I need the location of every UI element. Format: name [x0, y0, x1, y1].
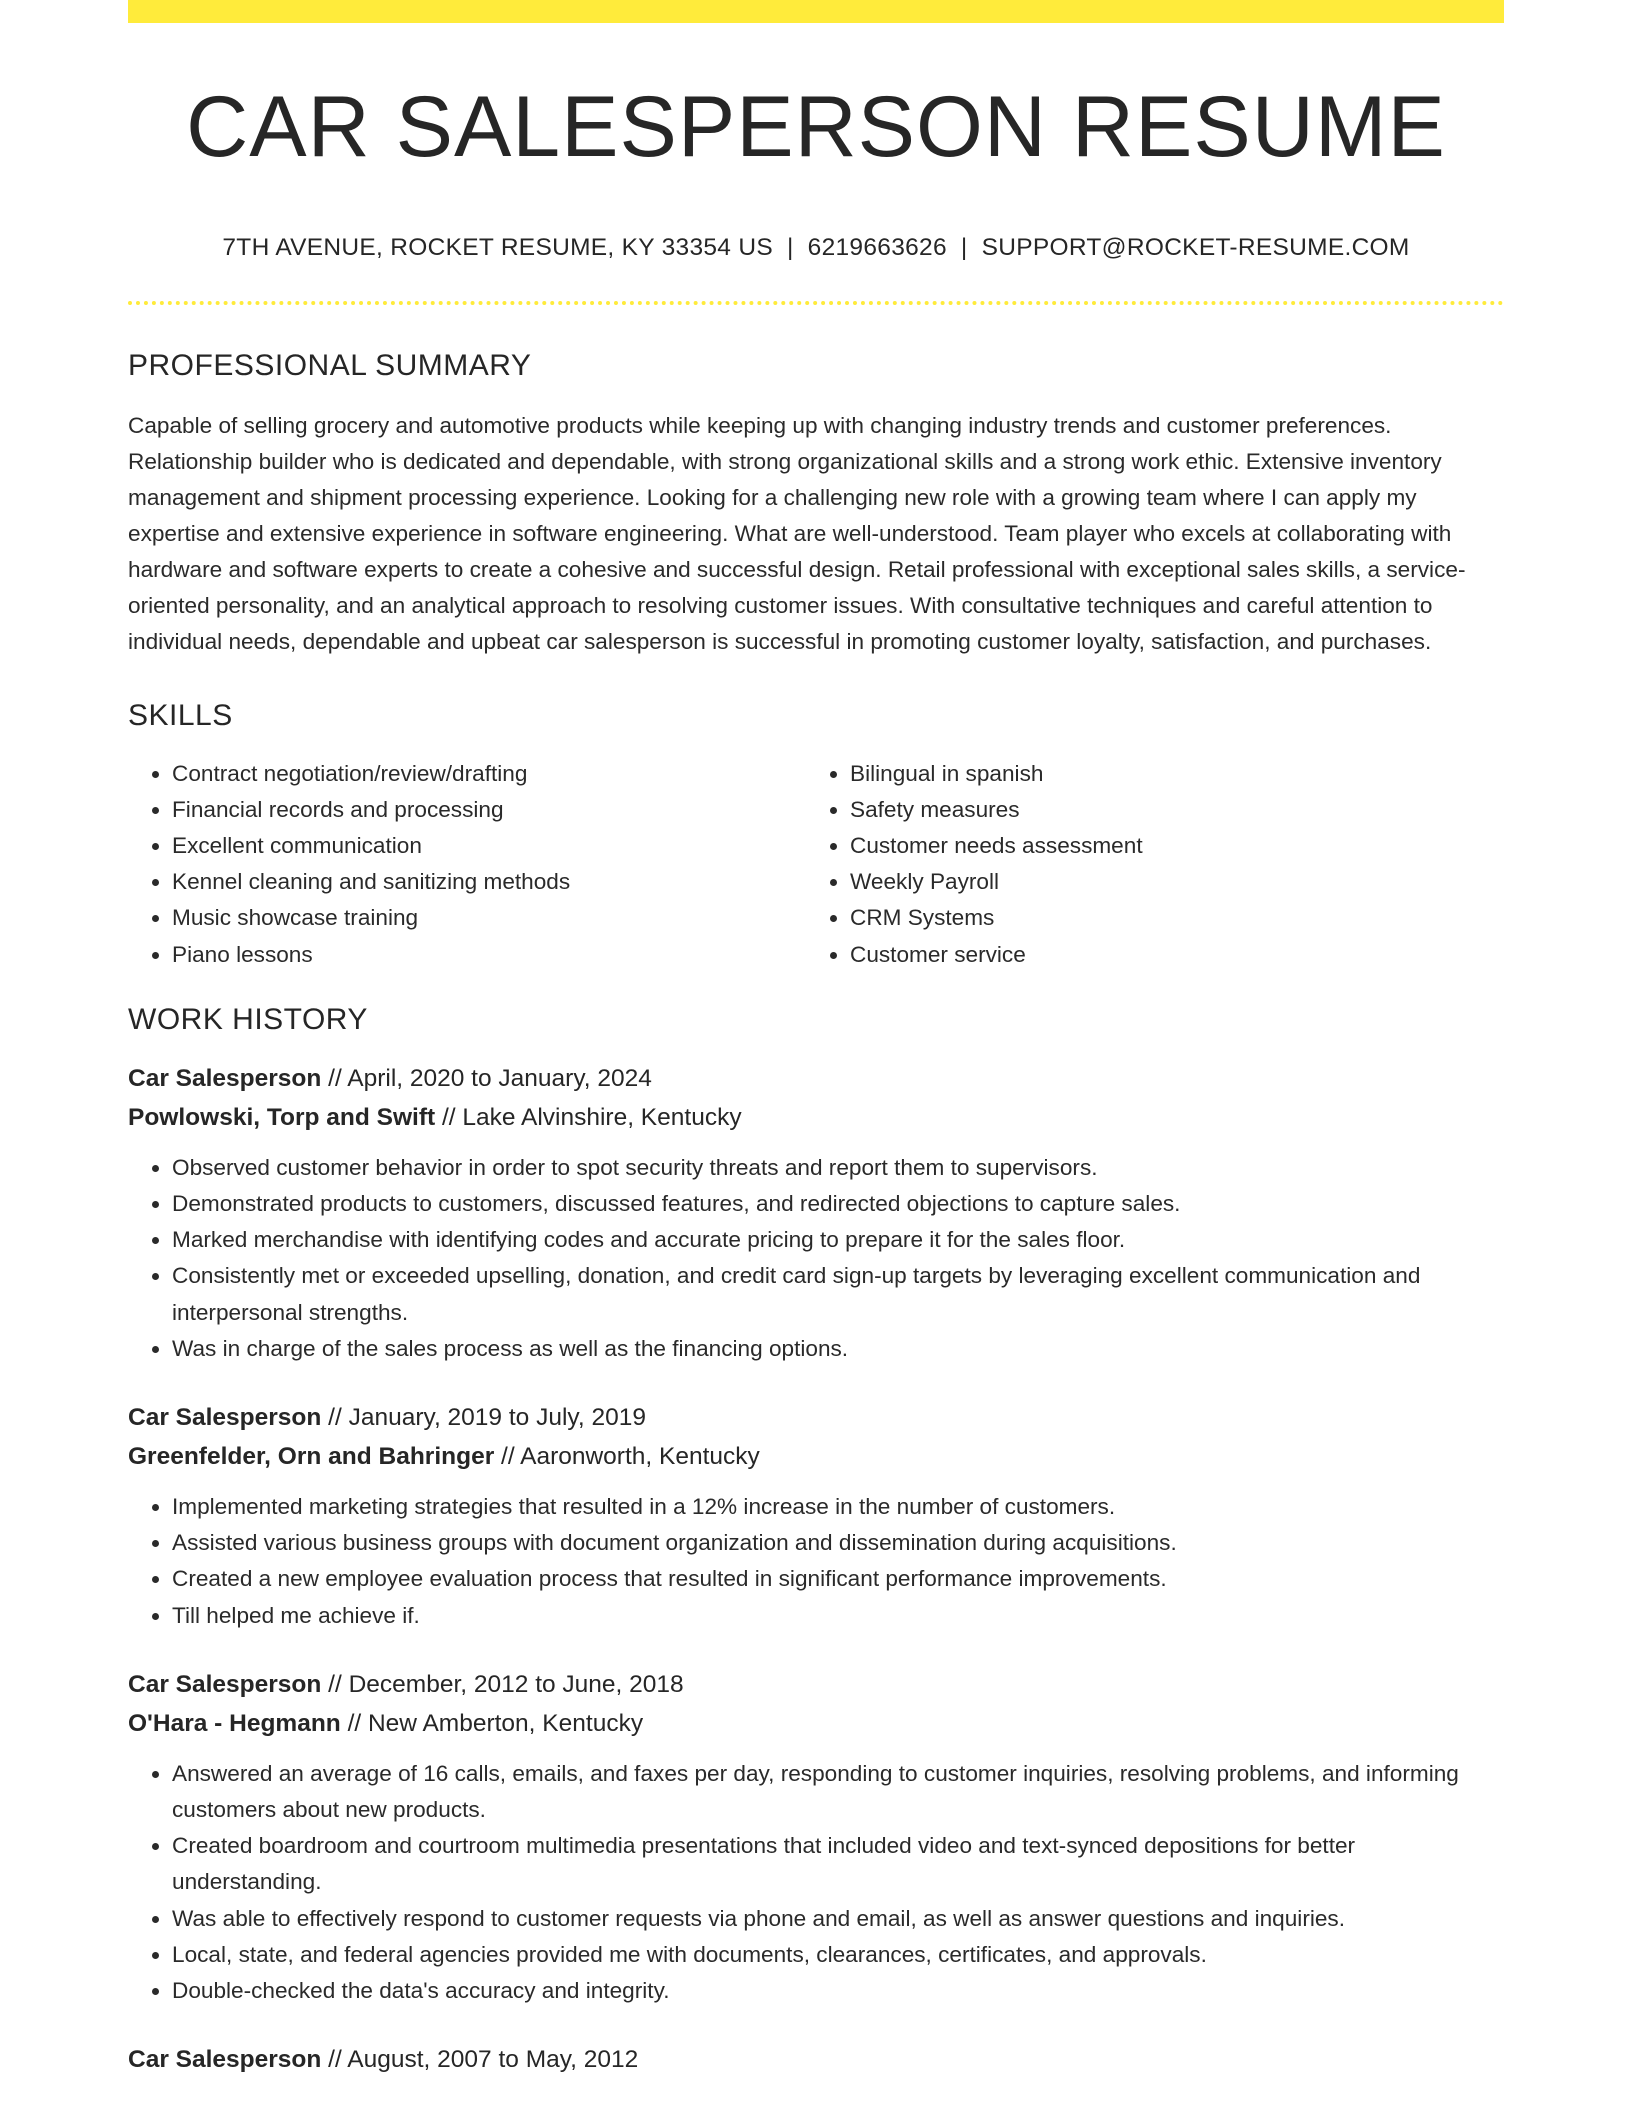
job-dates: // January, 2019 to July, 2019 [321, 1403, 646, 1431]
skill-item: • Excellent communication [172, 828, 806, 864]
job-bullet: • Consistently met or exceeded upselling, donation, and credit card sign-up targets by leveraging excellent communication and interpersonal strengths. [172, 1258, 1504, 1330]
job-bullet: • Created boardroom and courtroom multimedia presentations that included video and text-synced depositions for better understanding. [172, 1828, 1504, 1900]
job-bullet: • Local, state, and federal agencies provided me with documents, clearances, certificates, and approvals. [172, 1937, 1504, 1973]
job-dates: // August, 2007 to May, 2012 [321, 2046, 639, 2074]
job-location: // Lake Alvinshire, Kentucky [435, 1103, 742, 1131]
skills-column-left [128, 756, 806, 973]
job-title: Car Salesperson [128, 1670, 322, 1698]
skill-item: • Customer needs assessment [850, 828, 1490, 864]
job-bullet: • Was in charge of the sales process as well as the financing options. [172, 1331, 1504, 1367]
job-title-line [128, 1059, 1504, 1098]
job-entry [128, 2040, 1504, 2079]
skill-item: • CRM Systems [850, 900, 1490, 936]
address: 7TH AVENUE, ROCKET RESUME, KY 33354 US [222, 234, 773, 261]
job-location: // New Amberton, Kentucky [340, 1709, 644, 1737]
skill-item: • Kennel cleaning and sanitizing methods [172, 864, 806, 900]
job-company: O'Hara - Hegmann [128, 1709, 341, 1737]
job-title-line [128, 2040, 1504, 2079]
contact-line [128, 236, 1504, 261]
skill-item: • Music showcase training [172, 900, 806, 936]
skill-item: • Piano lessons [172, 937, 806, 973]
separator: | [960, 234, 968, 261]
job-bullet: • Demonstrated products to customers, discussed features, and redirected objections to capture sales. [172, 1186, 1504, 1222]
job-bullet: • Answered an average of 16 calls, emails, and faxes per day, responding to customer inquiries, resolving problems, and informing customers about new products. [172, 1756, 1504, 1828]
job-bullet: • Assisted various business groups with document organization and dissemination during acquisitions. [172, 1525, 1504, 1561]
skills-column-right [806, 756, 1490, 973]
job-bullet: • Created a new employee evaluation process that resulted in significant performance improvements. [172, 1561, 1504, 1597]
email-link[interactable]: SUPPORT@ROCKET-RESUME.COM [981, 234, 1410, 261]
job-dates: // December, 2012 to June, 2018 [321, 1670, 684, 1698]
job-bullets [128, 1756, 1504, 2009]
job-bullet: • Till helped me achieve if. [172, 1598, 1504, 1634]
job-bullet: • Was able to effectively respond to customer requests via phone and email, as well as answer questions and inquiries. [172, 1901, 1504, 1937]
job-entry [128, 1398, 1504, 1634]
job-company-line [128, 1704, 1504, 1743]
accent-bar [128, 0, 1504, 23]
summary-text: Capable of selling grocery and automotive products while keeping up with changing industry trends and customer preferences. Relationship builder who is dedicated and dependable, with strong organizational skills and a strong work ethic. Extensive inventory management and shipment processing experience. Looking for a challenging new role with a growing team where I can apply my expertise and extensive experience in software engineering. What are well-understood. Team player who excels at collaborating with hardware and software experts to create a cohesive and successful design. Retail professional with exceptional sales skills, a service-oriented personality, and an analytical approach to resolving customer issues. With consultative techniques and careful attention to individual needs, dependable and upbeat car salesperson is successful in promoting customer loyalty, satisfaction, and purchases. [128, 412, 1466, 654]
job-entry [128, 1665, 1504, 2009]
work-history-heading: WORK HISTORY [128, 1002, 368, 1036]
resume-page [128, 0, 1504, 2079]
job-dates: // April, 2020 to January, 2024 [321, 1064, 652, 1092]
skill-item: • Customer service [850, 937, 1490, 973]
dotted-divider [128, 301, 1504, 305]
skill-item: • Contract negotiation/review/drafting [172, 756, 806, 792]
job-location: // Aaronworth, Kentucky [494, 1442, 760, 1470]
job-title: Car Salesperson [128, 1064, 322, 1092]
separator: | [786, 234, 794, 261]
job-bullets [128, 1150, 1504, 1367]
skill-item: • Safety measures [850, 792, 1490, 828]
job-bullet: • Marked merchandise with identifying codes and accurate pricing to prepare it for the sales floor. [172, 1222, 1504, 1258]
skill-item: • Financial records and processing [172, 792, 806, 828]
job-bullet: • Implemented marketing strategies that resulted in a 12% increase in the number of customers. [172, 1489, 1504, 1525]
job-title-line [128, 1665, 1504, 1704]
job-company-line [128, 1437, 1504, 1476]
job-company-line [128, 1098, 1504, 1137]
job-title: Car Salesperson [128, 2046, 322, 2074]
phone: 6219663626 [807, 234, 947, 261]
job-title-line [128, 1398, 1504, 1437]
job-entry [128, 1059, 1504, 1367]
job-company: Greenfelder, Orn and Bahringer [128, 1442, 495, 1470]
job-company: Powlowski, Torp and Swift [128, 1103, 436, 1131]
job-bullets [128, 1489, 1504, 1634]
job-title: Car Salesperson [128, 1403, 322, 1431]
job-bullet: • Observed customer behavior in order to spot security threats and report them to supervisors. [172, 1150, 1504, 1186]
page-title: CAR SALESPERSON RESUME [186, 79, 1446, 175]
summary-heading: PROFESSIONAL SUMMARY [128, 348, 532, 382]
skills-list [128, 756, 1504, 973]
skills-heading: SKILLS [128, 698, 233, 732]
skill-item: • Weekly Payroll [850, 864, 1490, 900]
skill-item: • Bilingual in spanish [850, 756, 1490, 792]
job-bullet: • Double-checked the data's accuracy and integrity. [172, 1973, 1504, 2009]
